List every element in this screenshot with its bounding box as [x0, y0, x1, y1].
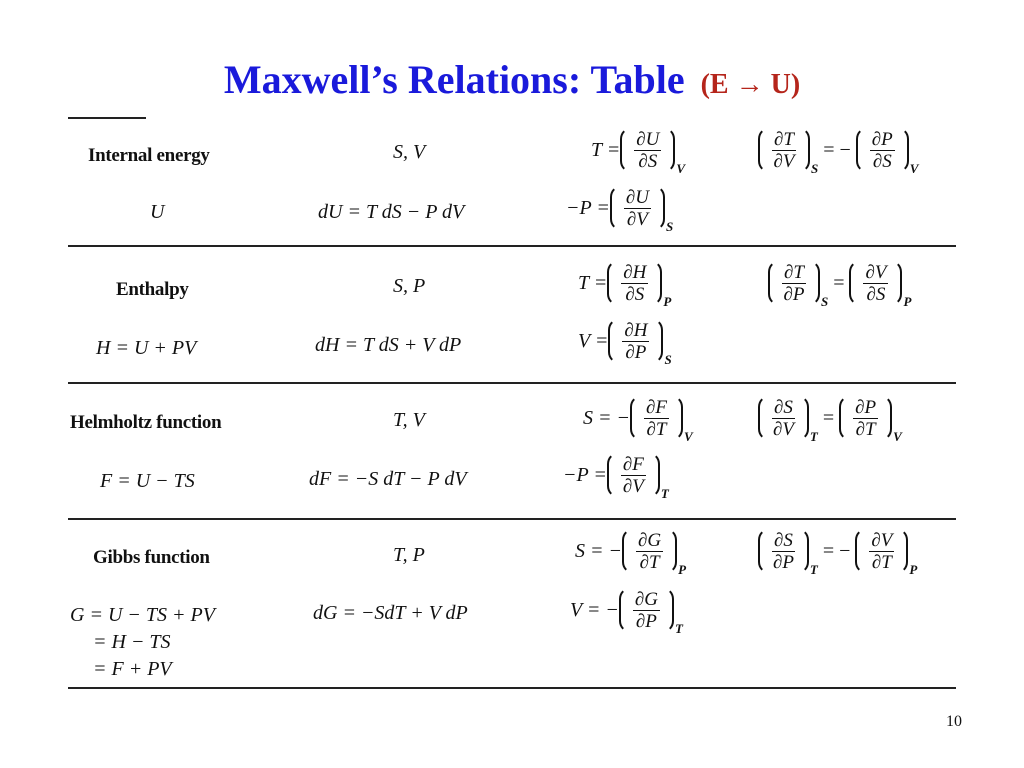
potential-definition: F = U − TS [100, 470, 195, 492]
row-name: Helmholtz function [70, 412, 222, 433]
partial-derivative: $\frac{\partial F}{\partial T}$ V [630, 395, 693, 441]
row-divider [68, 382, 956, 384]
potential-definition: U [150, 201, 165, 223]
page-number: 10 [946, 713, 962, 730]
partial-derivative: $\frac{\partial P}{\partial T}$ V [839, 395, 902, 441]
partial-derivative: $\frac{\partial V}{\partial S}$ P [849, 260, 911, 306]
partial-derivative: $\frac{\partial T}{\partial V}$ S [758, 127, 818, 173]
partial-derivative: $\frac{\partial G}{\partial P}$ T [619, 587, 683, 633]
maxwell-relation: $\frac{\partial T}{\partial V}$ S = − $\frac{\partial P}{\partial S}$ V [758, 127, 918, 173]
equation-2: V = − $\frac{\partial G}{\partial P}$ T [570, 588, 683, 636]
natural-variables: S, V [393, 141, 426, 163]
equation-2: −P = $\frac{\partial U}{\partial V}$ S [566, 186, 674, 234]
potential-alternate: = F + PV [93, 658, 172, 680]
equation-2: −P = $\frac{\partial F}{\partial V}$ T [563, 453, 669, 501]
equation-1: S = − $\frac{\partial G}{\partial T}$ P [575, 529, 687, 577]
potential-definition: G = U − TS + PV [70, 604, 215, 626]
equation-1: S = − $\frac{\partial F}{\partial T}$ V [583, 396, 693, 444]
slide-title-main: Maxwell’s Relations: Table [223, 57, 685, 102]
partial-derivative: $\frac{\partial U}{\partial V}$ S [610, 185, 673, 231]
row-name: Internal energy [88, 145, 210, 166]
natural-variables: S, P [393, 275, 426, 297]
row-divider [68, 245, 956, 247]
table-top-rule [68, 117, 146, 119]
partial-derivative: $\frac{\partial P}{\partial S}$ V [856, 127, 919, 173]
natural-variables: T, P [393, 544, 425, 566]
partial-derivative: $\frac{\partial G}{\partial T}$ P [622, 528, 686, 574]
potential-definition: H = U + PV [96, 337, 197, 359]
potential-alternate: = H − TS [93, 631, 171, 653]
partial-derivative: $\frac{\partial F}{\partial V}$ T [607, 452, 669, 498]
slide-title [0, 52, 1024, 113]
partial-derivative: $\frac{\partial H}{\partial P}$ S [608, 318, 671, 364]
row-divider [68, 518, 956, 520]
table-bottom-rule [68, 687, 956, 689]
differential-form: dF = −S dT − P dV [309, 468, 467, 490]
differential-form: dU = T dS − P dV [318, 201, 465, 223]
partial-derivative: $\frac{\partial S}{\partial P}$ T [758, 528, 818, 574]
natural-variables: T, V [393, 409, 425, 431]
maxwell-relation: $\frac{\partial S}{\partial V}$ T = $\frac{\partial P}{\partial T}$ V [758, 395, 902, 441]
partial-derivative: $\frac{\partial V}{\partial T}$ P [855, 528, 917, 574]
partial-derivative: $\frac{\partial U}{\partial S}$ V [620, 127, 685, 173]
equation-1: T = $\frac{\partial U}{\partial S}$ V [591, 128, 686, 176]
differential-form: dH = T dS + V dP [315, 334, 462, 356]
differential-form: dG = −SdT + V dP [313, 602, 468, 624]
maxwell-relation: $\frac{\partial S}{\partial P}$ T = − $\frac{\partial V}{\partial T}$ P [758, 528, 917, 574]
equation-2: V = $\frac{\partial H}{\partial P}$ S [578, 319, 672, 367]
row-name: Gibbs function [93, 547, 210, 568]
partial-derivative: $\frac{\partial H}{\partial S}$ P [607, 260, 671, 306]
slide-title-sub: (E → U) [700, 69, 801, 100]
maxwell-relation: $\frac{\partial T}{\partial P}$ S = $\frac{\partial V}{\partial S}$ P [768, 260, 911, 306]
equation-1: T = $\frac{\partial H}{\partial S}$ P [578, 261, 672, 309]
partial-derivative: $\frac{\partial T}{\partial P}$ S [768, 260, 828, 306]
row-name: Enthalpy [116, 279, 189, 300]
partial-derivative: $\frac{\partial S}{\partial V}$ T [758, 395, 818, 441]
